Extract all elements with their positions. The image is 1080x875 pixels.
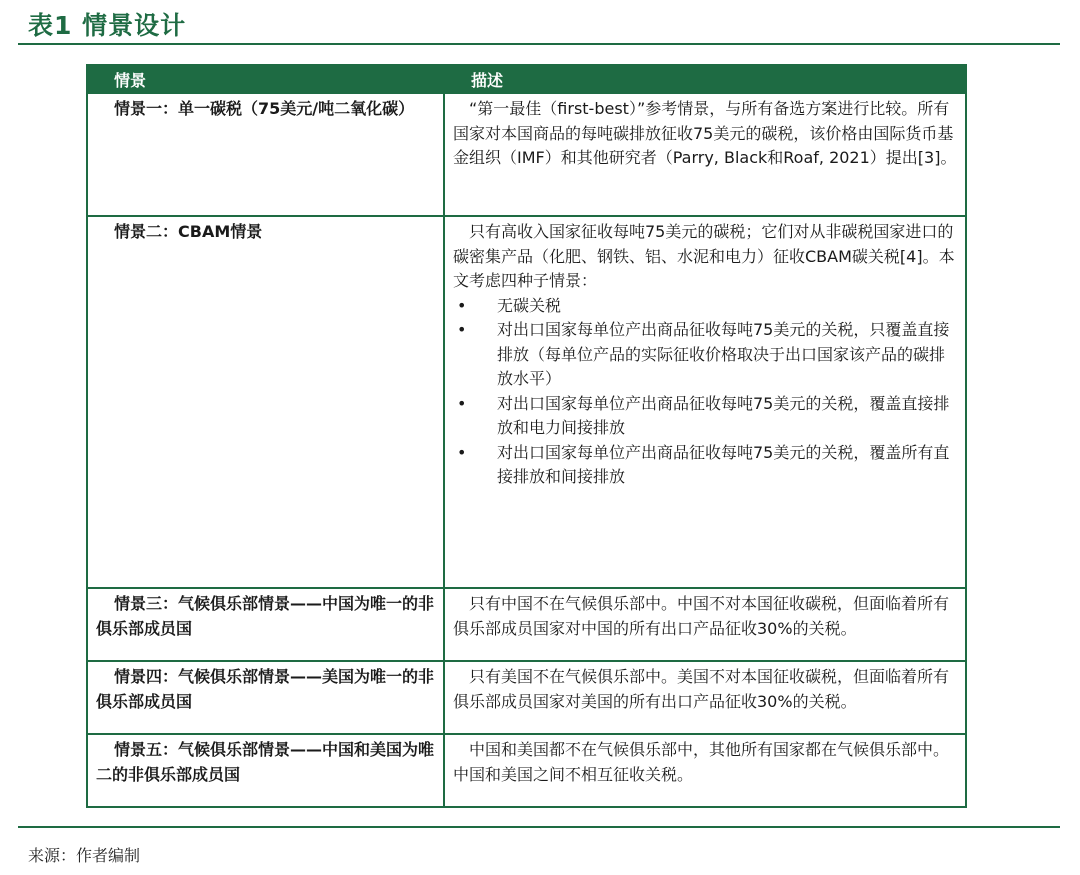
table-row xyxy=(87,734,966,807)
scenario-table xyxy=(86,64,967,808)
sub-scenario-list xyxy=(453,294,957,490)
table-row xyxy=(87,216,966,588)
table-row xyxy=(87,93,966,216)
list-item: • 对出口国家每单位产出商品征收每吨75美元的关税，只覆盖直接排放（每单位产品的实际征收价格取决于出口国家该产品的碳排放水平） xyxy=(453,318,957,392)
scenario-description: 中国和美国都不在气候俱乐部中，其他所有国家都在气候俱乐部中。中国和美国之间不相互征收关税。 xyxy=(444,734,966,807)
scenario-name: 情景二：CBAM情景 xyxy=(87,216,444,588)
scenario-description: “第一最佳（first-best）”参考情景，与所有备选方案进行比较。所有国家对本国商品的每吨碳排放征收75美元的碳税，该价格由国际货币基金组织（IMF）和其他研究者（Parry, Black和Roaf, 2021）提出[3]。 xyxy=(444,93,966,216)
scenario-name: 情景三：气候俱乐部情景——中国为唯一的非俱乐部成员国 xyxy=(87,588,444,661)
scenario-description-text: 只有高收入国家征收每吨75美元的碳税；它们对从非碳税国家进口的碳密集产品（化肥、钢铁、铝、水泥和电力）征收CBAM碳关税[4]。本文考虑四种子情景： xyxy=(453,222,955,290)
footer-divider xyxy=(18,826,1060,828)
scenario-name: 情景五：气候俱乐部情景——中国和美国为唯二的非俱乐部成员国 xyxy=(87,734,444,807)
title-divider xyxy=(18,43,1060,45)
scenario-description: 只有中国不在气候俱乐部中。中国不对本国征收碳税，但面临着所有俱乐部成员国家对中国的所有出口产品征收30%的关税。 xyxy=(444,588,966,661)
list-item: • 对出口国家每单位产出商品征收每吨75美元的关税，覆盖所有直接排放和间接排放 xyxy=(453,441,957,490)
scenario-description: 只有美国不在气候俱乐部中。美国不对本国征收碳税，但面临着所有俱乐部成员国家对美国的所有出口产品征收30%的关税。 xyxy=(444,661,966,734)
table-title: 表1 情景设计 xyxy=(28,11,187,40)
scenario-description xyxy=(444,216,966,588)
header-scenario: 情景 xyxy=(87,65,444,93)
list-item: • 无碳关税 xyxy=(453,294,957,319)
table-header-row xyxy=(87,65,966,93)
table-row xyxy=(87,588,966,661)
source-note: 来源：作者编制 xyxy=(28,846,141,865)
table-row xyxy=(87,661,966,734)
scenario-name: 情景四：气候俱乐部情景——美国为唯一的非俱乐部成员国 xyxy=(87,661,444,734)
list-item: • 对出口国家每单位产出商品征收每吨75美元的关税，覆盖直接排放和电力间接排放 xyxy=(453,392,957,441)
header-description: 描述 xyxy=(444,65,966,93)
scenario-name: 情景一：单一碳税（75美元/吨二氧化碳） xyxy=(87,93,444,216)
